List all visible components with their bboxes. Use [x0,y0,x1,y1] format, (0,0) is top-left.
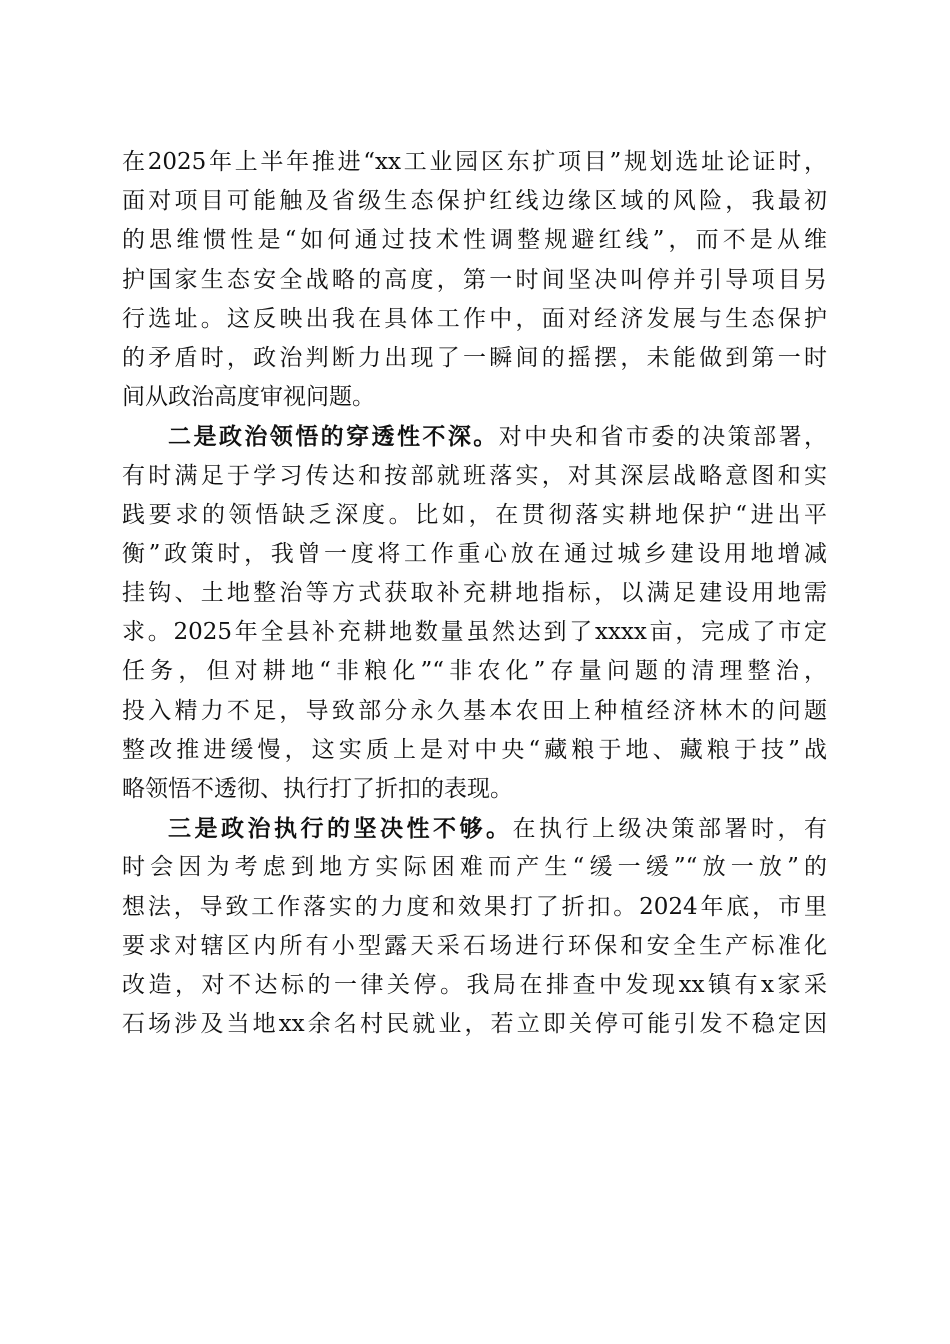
paragraph-first-line [122,809,827,848]
text-line: 要求对辖区内所有小型露天采石场进行环保和安全生产标准化 [122,932,827,959]
text-line: 任务，但对耕地“非粮化”“非农化”存量问题的清理整治， [122,658,827,685]
text-line: 面对项目可能触及省级生态保护红线边缘区域的风险，我最初 [122,188,827,215]
paragraph-heading: 二是政治领悟的穿透性不深。 [168,423,499,451]
text-line: 略领悟不透彻、执行打了折扣的表现。 [122,776,513,802]
text-line: 改造，对不达标的一律关停。我局在排查中发现xx镇有x家采 [122,971,827,998]
text-line: 间从政治高度审视问题。 [122,384,375,411]
text-line: 的矛盾时，政治判断力出现了一瞬间的摇摆，未能做到第一时 [122,344,827,371]
text-line: 挂钩、土地整治等方式获取补充耕地指标，以满足建设用地需 [122,580,827,607]
text-line: 石场涉及当地xx余名村民就业，若立即关停可能引发不稳定因 [122,1011,827,1038]
text-span: 对中央和省市委的决策部署， [498,424,827,451]
text-line: 衡”政策时，我曾一度将工作重心放在通过城乡建设用地增减 [122,540,827,567]
paragraph-first-line [122,417,827,456]
text-line: 有时满足于学习传达和按部就班落实，对其深层战略意图和实 [122,462,827,489]
paragraph-1 [122,143,827,417]
document-body [122,143,827,1044]
text-line: 投入精力不足，导致部分永久基本农田上种植经济林木的问题 [122,697,827,724]
text-line: 践要求的领悟缺乏深度。比如，在贯彻落实耕地保护“进出平 [122,501,827,528]
text-line: 的思维惯性是“如何通过技术性调整规避红线”，而不是从维 [122,227,827,254]
text-line: 整改推进缓慢，这实质上是对中央“藏粮于地、藏粮于技”战 [122,736,827,763]
text-line: 想法，导致工作落实的力度和效果打了折扣。2024年底，市里 [122,893,827,920]
text-line: 时会因为考虑到地方实际困难而产生“缓一缓”“放一放”的 [122,854,827,881]
text-line: 行选址。这反映出我在具体工作中，面对经济发展与生态保护 [122,305,827,332]
text-line: 在2025年上半年推进“xx工业园区东扩项目”规划选址论证时， [122,149,827,175]
text-span: 在执行上级决策部署时，有 [512,816,827,843]
paragraph-heading: 三是政治执行的坚决性不够。 [168,815,513,843]
text-line: 护国家生态安全战略的高度，第一时间坚决叫停并引导项目另 [122,266,827,293]
text-line: 求。2025年全县补充耕地数量虽然达到了xxxx亩，完成了市定 [122,619,827,646]
paragraph-3 [122,809,827,1044]
paragraph-2 [122,417,827,809]
